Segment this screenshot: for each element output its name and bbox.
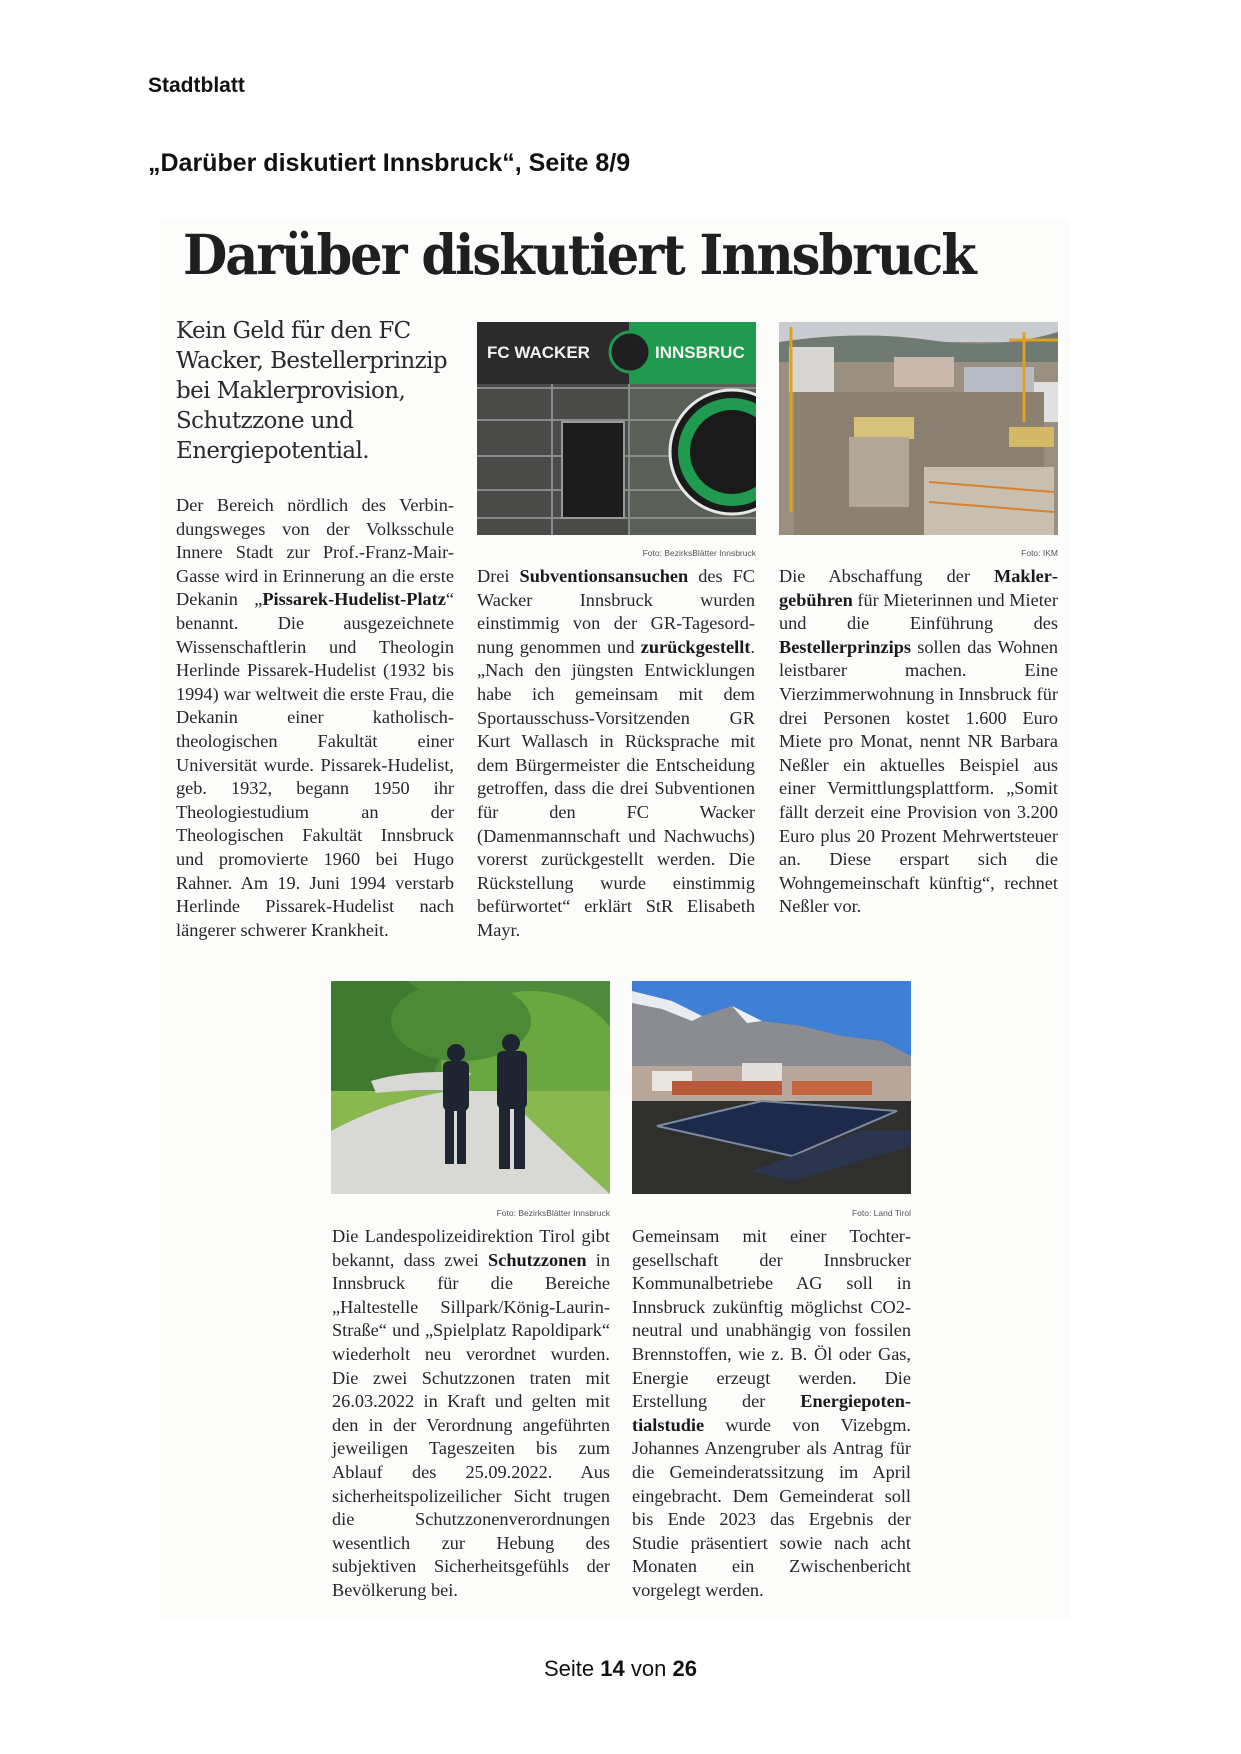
body-text: Gemeinsam mit einer Tochtergesellschaft der Innsbrucker Kommunalbetriebe AG soll in Innsbruck zukünftig möglichst CO2-neutral und unabhängig von fossilen Brennstoffen, wie z. B. Öl oder Gas, Energie erzeugt werden. Die Erstellung der bbox=[632, 1226, 911, 1412]
photo-credit-land-tirol: Foto: Land Tirol bbox=[851, 1208, 911, 1218]
article-section-schutzzone bbox=[332, 1225, 610, 1603]
document-subtitle: „Darüber diskutiert Innsbruck“, Seite 8/9 bbox=[148, 149, 631, 177]
footer-page-number: 14 bbox=[600, 1656, 625, 1681]
bold-keyword: Maklergebühren bbox=[779, 566, 1058, 610]
body-text: Drei bbox=[477, 566, 520, 586]
body-text: sollen das Wohnen leistbarer machen. Eine Vierzimmerwohnung in Innsbruck für drei Personen kostet 1.600 Euro Miete pro Monat, nennt NR Barbara Neßler ein aktuelles Beispiel aus einer Vermittlungsplattform. „Somit fällt derzeit eine Provision von 3.200 Euro plus 20 Prozent Mehrwertsteuer an. Diese erspart sich die Wohngemeinschaft künftig“, rechnet Neßler vor. bbox=[779, 636, 1058, 917]
body-text: wurde von Vizebgm. Johannes Anzengruber als Antrag für die Gemeinderatssitzung im April eingebracht. Dem Gemeinderat soll bis Ende 2023 das Ergebnis der Studie präsentiert sowie nach acht Monaten ein Zwischenbericht vorgelegt werden. bbox=[632, 1414, 911, 1600]
article-deck: Kein Geld für den FC Wacker, Bestellerprinzip bei Maklerprovision, Schutzzone und Energiepotential. bbox=[176, 318, 448, 464]
source-label: Stadtblatt bbox=[148, 74, 245, 97]
bold-keyword: Energiepotentialstudie bbox=[632, 1391, 911, 1435]
body-text: in Innsbruck für die Bereiche „Haltestelle Sillpark/König-Laurin-Straße“ und „Spielplatz Rapoldipark“ wiederholt neu verordnet wurden. Die zwei Schutzzonen traten mit 26.03.2022 in Kraft und gelten mit den in der Verordnung angeführten jeweiligen Tageszeiten bis zum Ablauf des 25.09.2022. Aus sicherheitspolizeilicher Sicht trugen die Schutzzonenverordnungen wesentlich zur Hebung des subjektiven Sicherheitsgefühls der Bevölkerung bei. bbox=[332, 1249, 610, 1600]
article-section-makler bbox=[779, 565, 1058, 919]
article-section-platz bbox=[176, 494, 454, 942]
photo-fc-wacker bbox=[477, 322, 756, 535]
photo-sign-right: INNSBRUC bbox=[655, 343, 745, 362]
body-text: Die Landespolizeidirektion Tirol gibt bekannt, dass zwei bbox=[332, 1226, 610, 1270]
footer-prefix: Seite bbox=[544, 1656, 595, 1681]
photo-solar-panels bbox=[632, 981, 911, 1194]
bold-keyword: Subventionsansuchen bbox=[519, 566, 689, 586]
footer-middle: von bbox=[630, 1656, 667, 1681]
body-text: Die Abschaffung der bbox=[779, 566, 995, 586]
bold-keyword: Pissarek-Hudelist-Platz bbox=[262, 589, 446, 610]
body-text: Der Bereich nördlich des Verbindungsweges von der Volksschule Innere Stadt zur Prof.-Franz-Mair-Gasse wird in Erinnerung an die erste Dekanin „ bbox=[176, 495, 454, 610]
bold-keyword: zurückgestellt bbox=[640, 636, 751, 657]
body-text: für Mieterinnen und Mieter und die Einführung des bbox=[779, 589, 1058, 634]
bold-keyword: Schutzzonen bbox=[488, 1249, 587, 1270]
article-headline: Darüber diskutiert Innsbruck bbox=[183, 222, 975, 287]
photo-credit-wacker: Foto: BezirksBlätter Innsbruck bbox=[642, 548, 756, 558]
photo-credit-police: Foto: BezirksBlätter Innsbruck bbox=[496, 1208, 610, 1218]
body-text: “ benannt. Die ausgezeichnete Wissenschaftlerin und Theologin Herlinde Pissarek-Hudelist (1932 bis 1994) war weltweit die erste Frau, die Dekanin einer katholisch-theologischen Fakultät einer Universität wurde. Pissarek-Hudelist, geb. 1932, begann 1950 ihr Theologiestudium an der Theologischen Fakultät Innsbruck und promovierte 1960 bei Hugo Rahner. Am 19. Juni 1994 verstarb Herlinde Pissarek-Hudelist nach längerer schwerer Krankheit. bbox=[176, 589, 454, 940]
footer-total-pages: 26 bbox=[672, 1656, 697, 1681]
photo-construction-site bbox=[779, 322, 1058, 535]
body-text: des FC Wacker Innsbruck wurden einstimmig von der GR-Tagesordnung genommen und bbox=[477, 566, 756, 657]
photo-police-patrol bbox=[331, 981, 610, 1194]
photo-sign-left: FC WACKER bbox=[487, 343, 590, 362]
page-footer bbox=[0, 1656, 1241, 1682]
bold-keyword: Bestellerprinzips bbox=[779, 636, 912, 657]
article-section-wacker bbox=[477, 565, 755, 943]
body-text: . „Nach den jüngsten Entwicklungen habe ich gemeinsam mit dem Sportausschuss-Vorsitzenden GR Kurt Wallasch in Rücksprache mit dem Bürgermeister die Entscheidung getroffen, dass die drei Subventionen für den FC Wacker (Damenmannschaft und Nachwuchs) vorerst zurückgestellt werden. Die Rückstellung wurde einstimmig befürwortet“ erklärt StR Elisabeth Mayr. bbox=[477, 636, 755, 940]
photo-credit-ikm: Foto: IKM bbox=[1021, 548, 1058, 558]
article-section-energie bbox=[632, 1225, 911, 1603]
